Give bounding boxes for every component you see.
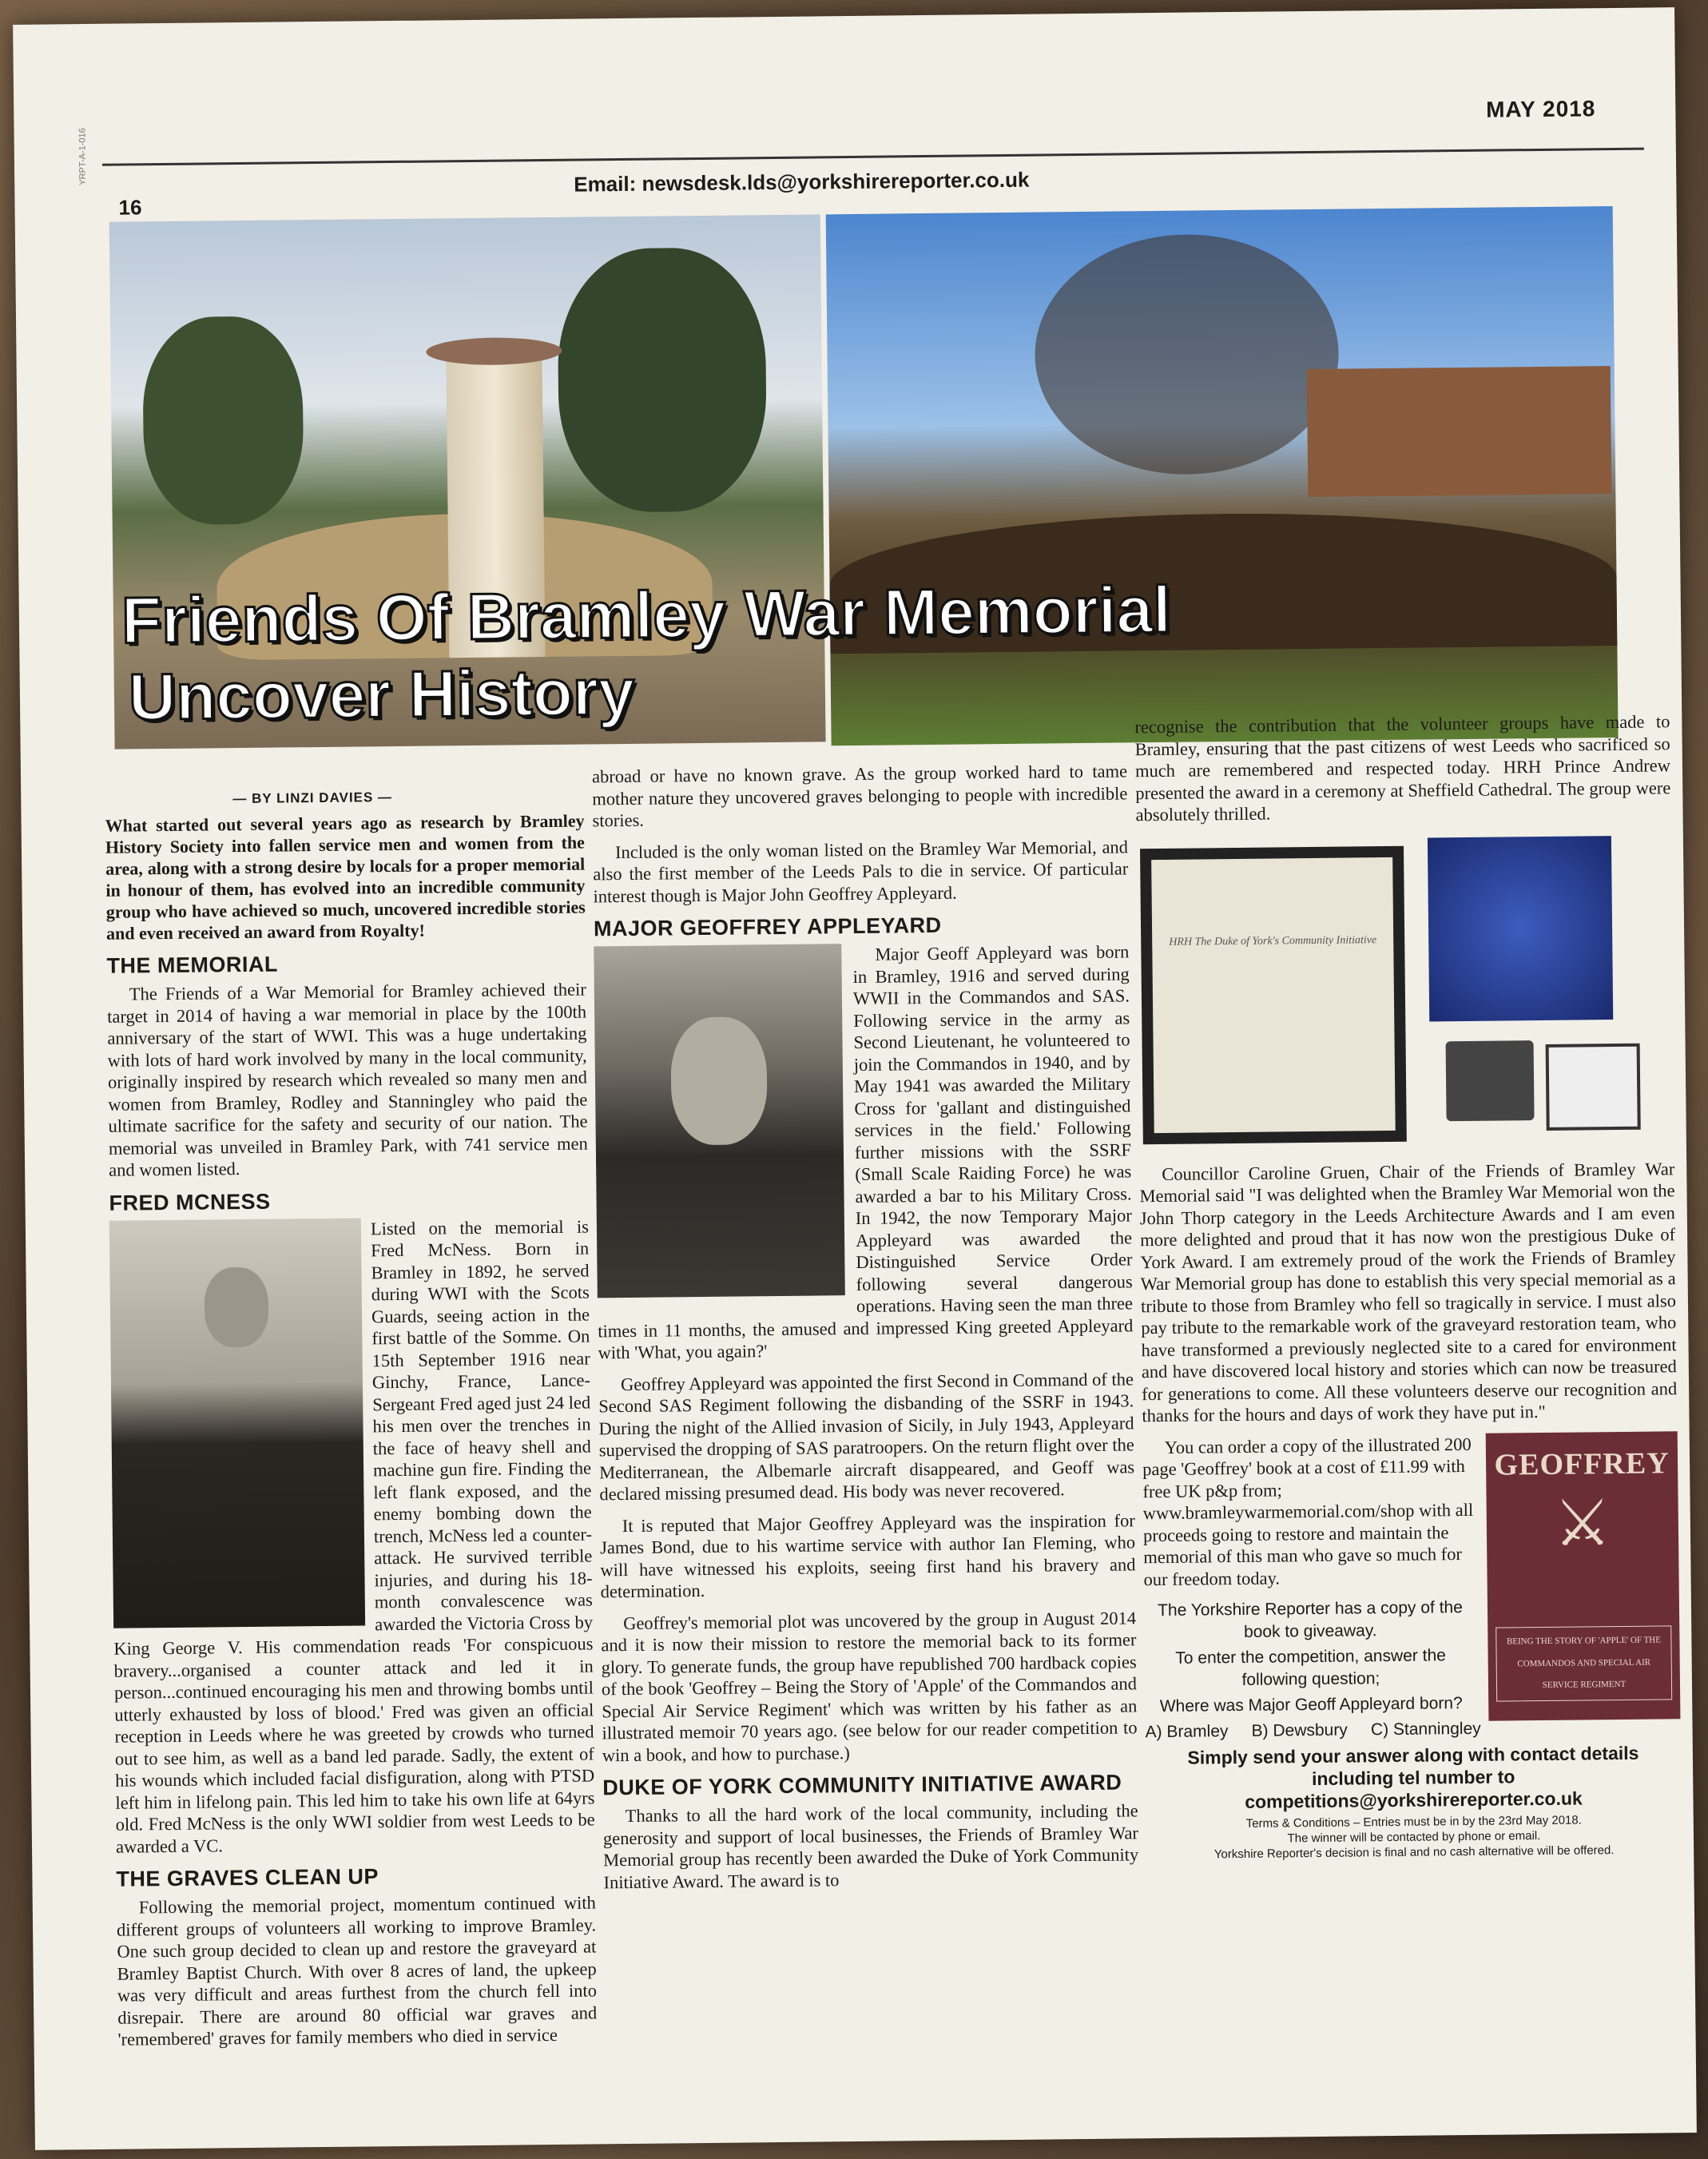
memorial-paragraph: The Friends of a War Memorial for Bramley achieved their target in 2014 of having a war memorial in place by the 100th anniversary of the start of WWI. This was a huge undertaking with lots of hard work involved by many in the local community, originally inspired by research which revealed so many men and women from Bramley, Rodley and Stanningley who paid the ultimate sacrifice for the safety and security of our nation. The memorial was unveiled in Bramley Park, with 741 service men and women listed. <box>106 979 588 1180</box>
headline-line-1: Friends Of Bramley War Memorial <box>121 573 1172 658</box>
byline: — BY LINZI DAVIES — <box>232 789 393 807</box>
book-title: GEOFFREY <box>1494 1445 1670 1482</box>
col2-paragraph-2: Included is the only woman listed on the Bramley War Memorial, and also the first member of the Leeds Pals to die in service. Of particular interest though is Major John Geoffrey Appleyard. <box>593 836 1129 906</box>
lead-paragraph: What started out several years ago as research by Bramley History Society into fallen service men and women from the area, along with a strong desire by locals for a proper memorial in honour of them, has evolved into an incredible community group who have achieved so much, uncovered incredible stories and even received an award from Royalty! <box>105 810 586 944</box>
section-heading-fred: FRED MCNESS <box>109 1189 271 1215</box>
award-certificate <box>1140 845 1407 1143</box>
col2-paragraph-1: abroad or have no known grave. As the group worked hard to tame mother nature they uncovered graves belonging to people with incredible stories. <box>591 761 1128 831</box>
giveaway-text: The Yorkshire Reporter has a copy of the book to giveaway. <box>1157 1598 1463 1641</box>
fred-mcness-photo <box>109 1218 365 1628</box>
competition-send: Simply send your answer along with contact details including tel number to competitions@yorkshirereporter.co.uk <box>1187 1742 1639 1812</box>
headline-line-2: Uncover History <box>128 655 635 734</box>
section-heading-geoff: MAJOR GEOFFREY APPLEYARD <box>593 913 942 941</box>
page-code: YRPT-A-1-016 <box>77 128 89 185</box>
email-address: Email: newsdesk.lds@yorkshirereporter.co.uk <box>574 167 1030 197</box>
terms-line-2: The winner will be contacted by phone or email. <box>1287 1829 1541 1846</box>
duke-paragraph: Thanks to all the hard work of the local community, including the generosity and support of local businesses, the Friends of Bramley War Memorial group has recently been awarded the Duke of York Community Initiative Award. The award is to <box>602 1800 1139 1892</box>
geoff-paragraph-3: It is reputed that Major Geoffrey Appleyard was the inspiration for James Bond, due to his wartime service with author Ian Fleming, who will have witnessed his exploits, seeing first hand his bravery and determination. <box>599 1509 1136 1602</box>
fred-paragraph: Listed on the memorial is Fred McNess. Born in Bramley in 1892, he served during WWI with the Scots Guards, seeing action in the first battle of the Somme. On 15th September 1916 near Ginchy, France, Lance-Sergeant Fred aged just 24 led his men over the trenches in the face of heavy shell and machine gun fire. Finding the left flank exposed, and the enemy bombing down the trench, McNess led a counter-attack. He survived terrible injuries, and during his 18-month convalescence was awarded the Victoria Cross by King George V. His commendation reads 'For conspicuous bravery...organised a counter attack and led it in person...continued encouraging his men and throwing bombs until utterly exhausted by loss of blood.' Fred was given an official reception in Leeds where he was greeted by crowds who turned out to see him, as well as a band led parade. Sadly, the extent of his wounds which included facial disfiguration, along with PTSD left him in lifelong pain. This led him to take his own life at 64yrs old. Fred McNess is the only WWI soldier from west Leeds to be awarded a VC. <box>113 1215 595 1857</box>
issue-date: MAY 2018 <box>1485 96 1596 122</box>
col3-paragraph-1: recognise the contribution that the volunteer groups have made to Bramley, ensuring that the past citizens of west Leeds who sacrificed so much are remembered and respected today. HRH Prince Andrew presented the award in a ceremony at Sheffield Cathedral. The group were absolutely thrilled. <box>1134 711 1671 825</box>
geoff-paragraph-2: Geoffrey Appleyard was appointed the first Second in Command of the Second SAS Regiment following the disbanding of the SSRF in 1943. During the night of the Allied invasion of Sicily, in July 1943, Appleyard supervised the dropping of SAS paratroopers. On the return flight over the Mediterranean, the Albemarle aircraft disappeared, and Geoff was declared missing presumed dead. His body was never recovered. <box>598 1368 1135 1505</box>
award-booklet <box>1428 836 1613 1021</box>
sas-wings-icon: ⚔ <box>1553 1488 1612 1560</box>
geoff-paragraph-1: Major Geoff Appleyard was born in Bramley, 1916 and served during WWII in the Commandos and SAS. Following service in the army as Second Lieutenant, he volunteered to join the Commandos in 1940, and by May 1941 was awarded the Military Cross for 'gallant and distinguished services in the field.' Following further missions with the SSRF (Small Scale Raiding Force) he was awarded a bar to his Military Cross. In 1942, the now Temporary Major Appleyard was awarded the Distinguished Service Order following several dangerous operations. Having seen the man three times in 11 months, the amused and impressed King greeted Appleyard with 'What, you again?' <box>598 941 1134 1363</box>
column-1 <box>105 810 597 2061</box>
competition-intro: To enter the competition, answer the following question; <box>1175 1646 1446 1689</box>
section-heading-duke: DUKE OF YORK COMMUNITY INITIATIVE AWARD <box>602 1770 1122 1800</box>
graves-paragraph: Following the memorial project, momentum continued with different groups of volunteers all working to improve Bramley. One such group decided to clean up and restore the graveyard at Bramley Baptist Church. With over 8 acres of land, the upkeep was very difficult and areas furthest from the church fell into disrepair. There are around 80 official war graves and 'remembered' graves for family members who died in service <box>116 1892 598 2050</box>
geoffrey-book-cover <box>1486 1431 1681 1720</box>
headline <box>121 572 1172 737</box>
terms-line-1: Terms & Conditions – Entries must be in by the 23rd May 2018. <box>1245 1813 1582 1831</box>
award-photo <box>1136 835 1674 1152</box>
certificate-text: HRH The Duke of York's Community Initiative <box>1169 933 1377 948</box>
competition-question: Where was Major Geoff Appleyard born? <box>1159 1694 1463 1716</box>
geoff-paragraph-4: Geoffrey's memorial plot was uncovered by the group in August 2014 and it is now their mission to restore the memorial back to its former glory. To generate funds, the group have republished 700 hardback copies of the book 'Geoffrey – Being the Story of 'Apple' of the Commandos and Special Air Service Regiment' which was written by his father as an illustrated memoir 70 years ago. (see below for our reader competition to win a book, and how to purchase.) <box>601 1607 1138 1765</box>
book-subtitle: BEING THE STORY OF 'APPLE' OF THE COMMANDOS AND SPECIAL AIR SERVICE REGIMENT <box>1495 1625 1672 1701</box>
geoffrey-appleyard-photo <box>594 944 845 1298</box>
column-3 <box>1134 710 1682 1863</box>
section-heading-graves: THE GRAVES CLEAN UP <box>116 1864 379 1891</box>
quote-paragraph: Councillor Caroline Gruen, Chair of the Friends of Bramley War Memorial said "I was delighted when the Bramley War Memorial won the John Thorp category in the Leeds Architecture Awards and I am even more delighted and proud that it has now won the prestigious Duke of York Award. I am extremely proud of the work the Friends of Bramley War Memorial group has done to establish this very special memorial as a tribute to those from Bramley who fell so tragically in service. I must also pay tribute to the remarkable work of the graveyard restoration team, who have transformed a previously neglected site to a cared for environment and have discovered local history and stories which can now be treasured for generations to come. All these volunteers deserve our recognition and thanks for the hours and days of work they have put in." <box>1139 1158 1678 1426</box>
award-pin <box>1446 1040 1535 1121</box>
terms-line-3: Yorkshire Reporter's decision is final and no cash alternative will be offered. <box>1213 1843 1615 1862</box>
award-badge <box>1546 1043 1641 1130</box>
newspaper-page <box>13 7 1697 2150</box>
section-heading-memorial: THE MEMORIAL <box>106 952 279 978</box>
page-number: 16 <box>118 195 142 220</box>
competition-options: A) Bramley B) Dewsbury C) Stanningley <box>1145 1719 1481 1742</box>
order-paragraph: You can order a copy of the illustrated 200 page 'Geoffrey' book at a cost of £11.99 with free UK p&p from; www.bramleywarmemorial.com/shop with all proceeds going to restore and maintain the memorial of this man who gave so much for our freedom today. <box>1142 1433 1474 1589</box>
header-rule <box>102 148 1644 166</box>
column-2 <box>592 760 1139 1903</box>
